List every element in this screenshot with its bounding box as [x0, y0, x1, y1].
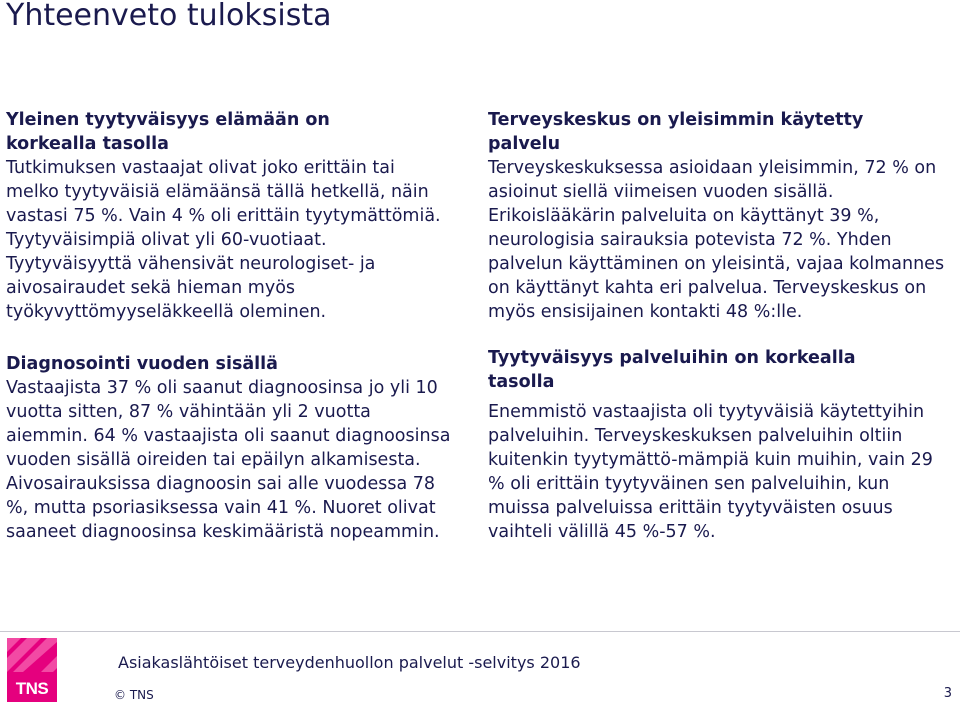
- right-column: [488, 108, 950, 544]
- section-heading: Tyytyväisyys palveluihin on korkealla tasolla: [488, 348, 856, 392]
- section-heading: Diagnosointi vuoden sisällä: [6, 354, 278, 374]
- section-body: Terveyskeskuksessa asioidaan yleisimmin, 72 % on asioinut siellä viimeisen vuoden sisällä. Erikoislääkärin palveluita on käyttänyt 39 %, neurologisia sairauksia potevista 72 %. Yhden palvelun käyttäminen on yleisintä, vajaa kolmannes on käyttänyt kahta eri palvelua. Terveyskeskus on myös ensisijainen kontakti 48 %:lle.: [488, 158, 945, 322]
- section-heading: Yleinen tyytyväisyys elämään on korkealla tasolla: [6, 110, 330, 154]
- page-title: Yhteenveto tuloksista: [6, 0, 332, 33]
- tns-logo: [7, 638, 57, 702]
- section-body: Tutkimuksen vastaajat olivat joko erittäin tai melko tyytyväisiä elämäänsä tällä hetkellä, näin vastasi 75 %. Vain 4 % oli erittäin tyytymättömiä. Tyytyväisimpiä olivat yli 60-vuotiaat. Tyytyväisyyttä vähensivät neurologiset- ja aivosairaudet sekä hieman myös työkyvyttömyyseläkkeellä oleminen.: [6, 158, 441, 322]
- left-column: [6, 108, 451, 544]
- section-heading: Terveyskeskus on yleisimmin käytetty palvelu: [488, 110, 864, 154]
- page-number: 3: [943, 686, 952, 701]
- report-title: Asiakaslähtöiset terveydenhuollon palvelut -selvitys 2016: [118, 653, 581, 672]
- footer-divider: [0, 631, 960, 632]
- copyright: © TNS: [114, 688, 154, 702]
- section-diagnosis: [6, 352, 451, 544]
- section-body: Enemmistö vastaajista oli tyytyväisiä käytettyihin palveluihin. Terveyskeskuksen palveluihin oltiin kuitenkin tyytymättö-mämpiä kuin muihin, vain 29 % oli erittäin tyytyväinen sen palveluihin, kun muissa palveluissa erittäin tyytyväisten osuus vaihteli välillä 45 %-57 %.: [488, 402, 933, 542]
- section-health-center: [488, 108, 950, 324]
- section-body: Vastaajista 37 % oli saanut diagnoosinsa jo yli 10 vuotta sitten, 87 % vähintään yli 2 vuotta aiemmin. 64 % vastaajista oli saanut diagnoosinsa vuoden sisällä oireiden tai epäilyn alkamisesta. Aivosairauksissa diagnoosin sai alle vuodessa 78 %, mutta psoriasiksessa vain 41 %. Nuoret olivat saaneet diagnoosinsa keskimääristä nopeammin.: [6, 378, 451, 542]
- logo-text: TNS: [15, 679, 49, 698]
- logo-stripes-icon: [7, 638, 57, 672]
- section-life-satisfaction: [6, 108, 451, 324]
- section-service-satisfaction: [488, 346, 950, 544]
